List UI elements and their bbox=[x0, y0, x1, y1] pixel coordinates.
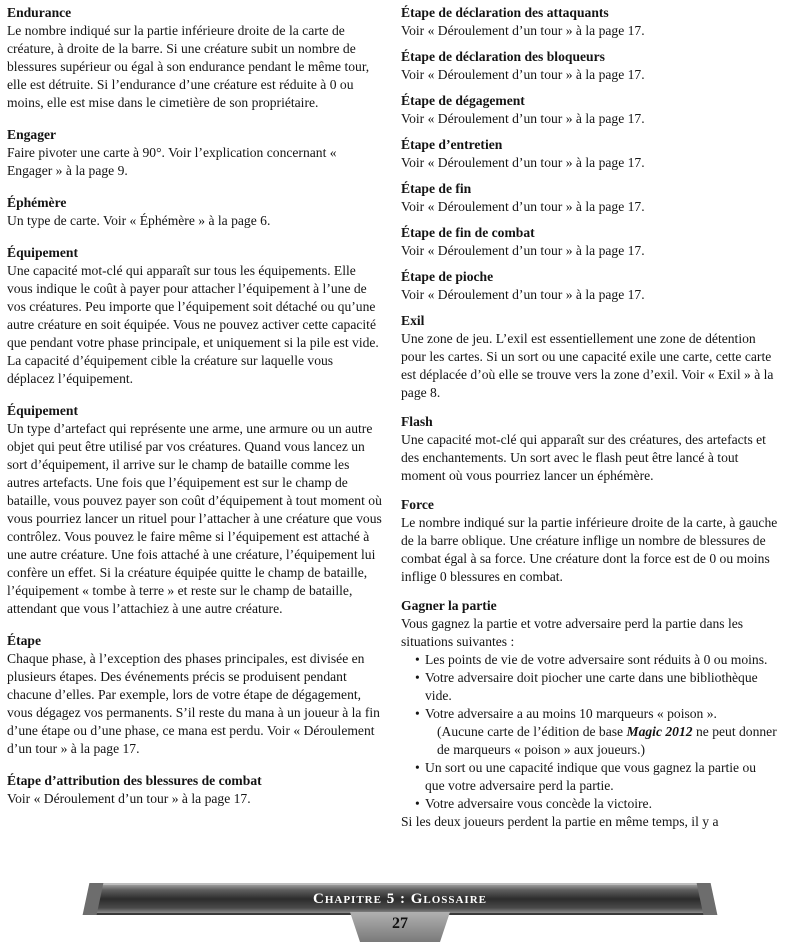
entry-term: Étape bbox=[7, 633, 41, 648]
entry-text: Voir « Déroulement d’un tour » à la page 17. bbox=[401, 287, 645, 302]
glossary-entry-fin-combat bbox=[401, 224, 779, 260]
entry-term: Gagner la partie bbox=[401, 598, 497, 613]
entry-term: Étape de fin de combat bbox=[401, 225, 535, 240]
glossary-entry-equipement-artefact bbox=[7, 402, 383, 618]
entry-term: Équipement bbox=[7, 403, 79, 418]
glossary-entry-entretien bbox=[401, 136, 779, 172]
entry-text: Voir « Déroulement d’un tour » à la page 17. bbox=[401, 23, 645, 38]
list-item: • Votre adversaire doit piocher une carte dans une bibliothèque vide. bbox=[415, 669, 779, 705]
glossary-entry-etape-attribution bbox=[7, 772, 383, 808]
entry-text: Voir « Déroulement d’un tour » à la page 17. bbox=[401, 243, 645, 258]
glossary-entry-etape bbox=[7, 632, 383, 758]
page-number: 27 bbox=[392, 915, 408, 932]
glossary-entry-ephemere bbox=[7, 194, 383, 230]
chapter-title: Chapitre 5 : Glossaire bbox=[313, 891, 487, 907]
entry-term: Exil bbox=[401, 313, 425, 328]
entry-term: Étape de pioche bbox=[401, 269, 494, 284]
entry-text: Voir « Déroulement d’un tour » à la page 17. bbox=[401, 155, 645, 170]
entry-term: Éphémère bbox=[7, 195, 67, 210]
glossary-entry-exil bbox=[401, 312, 779, 402]
left-column bbox=[7, 4, 383, 822]
glossary-entry-engager bbox=[7, 126, 383, 180]
entry-term: Étape de dégagement bbox=[401, 93, 525, 108]
glossary-entry-equipement-capacite bbox=[7, 244, 383, 388]
entry-tail: Si les deux joueurs perdent la partie en même temps, il y a bbox=[401, 814, 719, 829]
entry-text: Voir « Déroulement d’un tour » à la page 17. bbox=[401, 111, 645, 126]
list-item: • Les points de vie de votre adversaire sont réduits à 0 ou moins. bbox=[415, 651, 779, 669]
entry-text: Une zone de jeu. L’exil est essentiellement une zone de détention pour les cartes. Si un sort ou une capacité exile une carte, cette carte est déplacée d’où elle se trouve vers la zone d’exil. Voir « Exil » à la page 8. bbox=[401, 331, 774, 400]
glossary-entry-declaration-bloqueurs bbox=[401, 48, 779, 84]
entry-term: Endurance bbox=[7, 5, 72, 20]
entry-text: Chaque phase, à l’exception des phases principales, est divisée en plusieurs étapes. Des événements précis se produisent pendant chacune d’elles. Par exemple, lors de votre étape de dégagement, vous dégagez vos permanents. S’il reste du mana à un joueur à la fin d’une étape ou d’une phase, ce mana est perdu. Voir « Déroulement d’un tour » à la page 17. bbox=[7, 651, 380, 756]
entry-term: Force bbox=[401, 497, 434, 512]
entry-term: Étape de fin bbox=[401, 181, 472, 196]
entry-intro: Vous gagnez la partie et votre adversaire perd la partie dans les situations suivantes : bbox=[401, 616, 744, 649]
glossary-entry-pioche bbox=[401, 268, 779, 304]
list-item: • Votre adversaire a au moins 10 marqueurs « poison ». (Aucune carte de l’édition de base Magic 2012 ne peut donner de marqueurs « poison » aux joueurs.) bbox=[415, 705, 779, 759]
entry-term: Étape de déclaration des attaquants bbox=[401, 5, 609, 20]
entry-term: Étape de déclaration des bloqueurs bbox=[401, 49, 605, 64]
product-name: Magic 2012 bbox=[626, 724, 693, 739]
poison-note: (Aucune carte de l’édition de base Magic 2012 ne peut donner de marqueurs « poison » aux joueurs.) bbox=[437, 724, 777, 757]
list-item: • Un sort ou une capacité indique que vous gagnez la partie ou que votre adversaire perd la partie. bbox=[415, 759, 779, 795]
entry-text: Une capacité mot-clé qui apparaît sur des créatures, des artefacts et des enchantements. Un sort avec le flash peut être lancé à tout moment où vous pourriez lancer un éphémère. bbox=[401, 432, 766, 483]
glossary-entry-fin bbox=[401, 180, 779, 216]
entry-text: Voir « Déroulement d’un tour » à la page 17. bbox=[401, 199, 645, 214]
entry-term: Flash bbox=[401, 414, 433, 429]
entry-term: Équipement bbox=[7, 245, 79, 260]
chapter-banner bbox=[94, 883, 706, 915]
entry-text: Un type de carte. Voir « Éphémère » à la page 6. bbox=[7, 213, 271, 228]
entry-text: Le nombre indiqué sur la partie inférieure droite de la carte de créature, à droite de la barre. Si une créature subit un nombre de blessures supérieur ou égal à son endurance pendant le même tour, elle est détruite. Si l’endurance d’une créature est réduite à 0 ou moins, elle est mise dans le cimetière de son propriétaire. bbox=[7, 23, 370, 110]
entry-text: Une capacité mot-clé qui apparaît sur tous les équipements. Elle vous indique le coût à payer pour attacher l’équipement à l’une de vos créatures. Peu importe que l’équipement soit détaché ou qu’une autre créature en soit équipée. Vous ne pouvez activer cette capacité que pendant votre phase principale, et uniquement si la pile est vide. La capacité d’équipement cible la créature sur laquelle vous déplacez l’équipement. bbox=[7, 263, 379, 386]
entry-text: Faire pivoter une carte à 90°. Voir l’explication concernant « Engager » à la page 9. bbox=[7, 145, 337, 178]
glossary-entry-gagner-partie bbox=[401, 597, 779, 831]
entry-term: Étape d’attribution des blessures de combat bbox=[7, 773, 262, 788]
entry-term: Étape d’entretien bbox=[401, 137, 503, 152]
glossary-entry-declaration-attaquants bbox=[401, 4, 779, 40]
list-item: • Votre adversaire vous concède la victoire. bbox=[415, 795, 779, 813]
entry-text: Voir « Déroulement d’un tour » à la page 17. bbox=[7, 791, 251, 806]
glossary-entry-flash bbox=[401, 413, 779, 485]
entry-text: Voir « Déroulement d’un tour » à la page 17. bbox=[401, 67, 645, 82]
win-conditions-list bbox=[401, 651, 779, 813]
entry-term: Engager bbox=[7, 127, 57, 142]
glossary-entry-degagement bbox=[401, 92, 779, 128]
glossary-entry-force bbox=[401, 496, 779, 586]
entry-text: Le nombre indiqué sur la partie inférieure droite de la carte, à gauche de la barre oblique. Une créature inflige un nombre de blessures de combat égal à sa force. Une créature dont la force est de 0 ou moins inflige 0 blessures en combat. bbox=[401, 515, 778, 584]
glossary-entry-endurance bbox=[7, 4, 383, 112]
entry-text: Un type d’artefact qui représente une arme, une armure ou un autre objet qui peut être utilisé par vos créatures. Quand vous lancez un sort d’équipement, il arrive sur le champ de bataille comme les autres artefacts. Une fois que l’équipement est sur le champ de bataille, vous pouvez payer son coût d’équipement à tout moment où vous pourriez lancer un rituel pour l’attacher à une créature que vous contrôlez. Vous pouvez le faire même si l’équipement est attaché à une autre créature. Une fois attaché à une créature, l’équipement lui confère un effet. Si la créature équipée quitte le champ de bataille, l’équipement « tombe à terre » et reste sur le champ de bataille, attendant que vous l’attachiez à une autre créature. bbox=[7, 421, 382, 616]
right-column bbox=[401, 4, 779, 839]
